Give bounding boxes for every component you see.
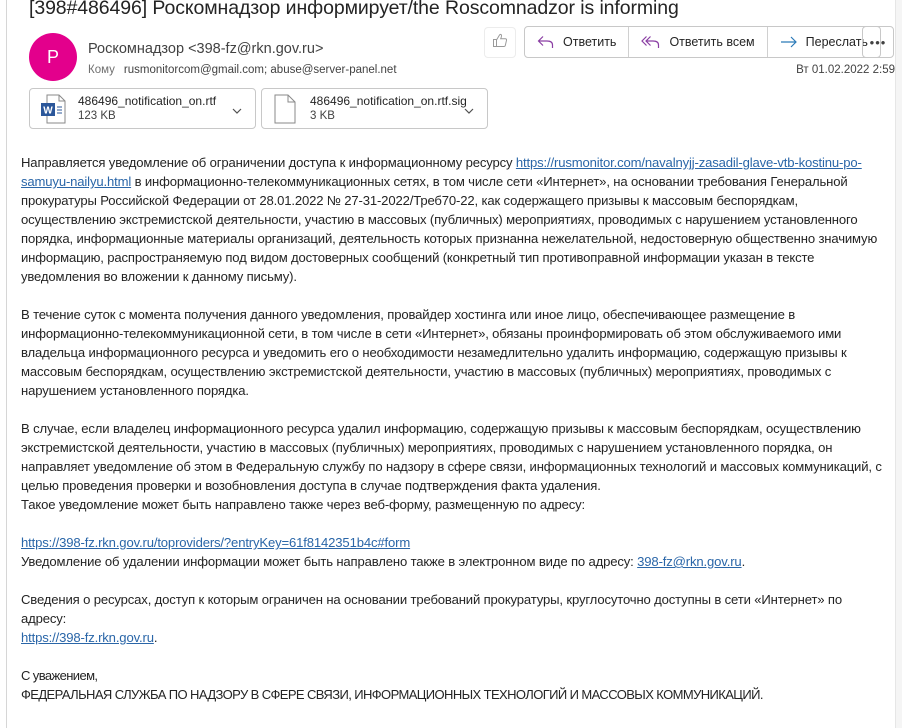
chevron-down-icon[interactable] [231, 102, 243, 120]
email-subject: [398#486496] Роскомнадзор информирует/the Roscomnadzor is informing [29, 0, 679, 19]
reply-all-arrow-icon [641, 35, 661, 49]
recipients[interactable]: rusmonitorcom@gmail.com; abuse@server-panel.net [123, 64, 397, 76]
attachment-card[interactable] [261, 88, 488, 129]
registry-link[interactable]: https://398-fz.rkn.gov.ru [21, 630, 154, 645]
more-icon: ••• [869, 34, 887, 50]
to-label: Кому [88, 64, 115, 76]
body-paragraph [21, 552, 889, 571]
blank-file-icon [270, 94, 300, 124]
body-paragraph: Такое уведомление может быть направлено также через веб-форму, размещенную по адресу: [21, 497, 585, 512]
avatar-letter: Р [46, 46, 59, 67]
body-text: . [153, 630, 158, 645]
body-paragraph [21, 153, 889, 286]
attachment-size: 123 KB [78, 109, 116, 122]
restricted-resource-link[interactable]: https://rusmonitor.com/navalnyjj-zasadil-glave-vtb-kostinu-po-samuyu-nailyu.html [21, 155, 862, 189]
reply-all-label: Ответить всем [669, 35, 755, 49]
reply-label: Ответить [563, 35, 617, 49]
message-body [21, 153, 889, 704]
attachment-name: 486496_notification_on.rtf [78, 93, 217, 108]
svg-text:W: W [43, 105, 53, 116]
sender-avatar[interactable] [29, 33, 77, 81]
received-date: Вт 01.02.2022 2:59 [796, 64, 895, 76]
reply-all-button[interactable] [629, 27, 767, 57]
forward-arrow-icon [780, 35, 798, 49]
chevron-down-icon[interactable] [463, 102, 475, 120]
word-document-icon [38, 94, 68, 124]
scrollbar-track[interactable] [895, 0, 902, 728]
forward-label: Переслать [805, 35, 868, 49]
web-form-link[interactable]: https://398-fz.rkn.gov.ru/toproviders/?entryKey=61f8142351b4c#form [21, 535, 411, 550]
body-text: Направляется уведомление об ограничении доступа к информационному ресурсу [21, 155, 516, 170]
sender-name[interactable]: Роскомнадзор <398-fz@rkn.gov.ru> [88, 41, 324, 57]
email-link[interactable]: 398-fz@rkn.gov.ru [637, 554, 742, 569]
reply-button[interactable] [525, 27, 629, 57]
body-text: в информационно-телекоммуникационных сетях, в том числе сети «Интернет», на основании требования Генеральной прокуратуры Российской Федерации от 28.01.2022 № 27-31-2022/Треб70-22, как содержащего призывы к массовым беспорядкам, осуществлению экстремистской деятельности, участию в массовых (публичных) мероприятиях, проводимых с нарушением установленного порядка, информационные материалы организаций, деятельность которых признанна нежелательной, недостоверную общественно значимую информацию, распространяемую под видом достоверных сообщений (конкретный тип противоправной информации указан в тексте уведомления во вложении к данному письму). [21, 174, 878, 284]
reading-pane-left-border [6, 0, 7, 728]
attachment-name: 486496_notification_on.rtf.sig [310, 93, 467, 108]
body-text: . [741, 554, 746, 569]
attachment-card[interactable] [29, 88, 256, 129]
thumbs-up-icon [492, 33, 508, 53]
more-actions-button[interactable] [862, 26, 894, 58]
body-text: Уведомление об удалении информации может быть направлено также в электронном виде по адресу: [21, 554, 638, 569]
signature: ФЕДЕРАЛЬНАЯ СЛУЖБА ПО НАДЗОРУ В СФЕРЕ СВЯЗИ, ИНФОРМАЦИОННЫХ ТЕХНОЛОГИЙ И МАССОВЫХ КОММУНИКАЦИЙ. [21, 687, 763, 702]
body-paragraph [21, 533, 889, 552]
message-actions [524, 26, 881, 58]
reply-arrow-icon [537, 35, 555, 49]
closing: С уважением, [21, 668, 98, 683]
body-paragraph: Сведения о ресурсах, доступ к которым ограничен на основании требований прокуратуры, круглосуточно доступны в сети «Интернет» по адресу: [21, 592, 842, 626]
recipients-line [88, 64, 397, 76]
like-button[interactable] [484, 27, 516, 58]
body-paragraph: В течение суток с момента получения данного уведомления, провайдер хостинга или иное лицо, обеспечивающее размещение в информационно-телекоммуникационной сети, в том числе в сети «Интернет», обязаны проинформировать об этом обслуживаемого ими владельца информационного ресурса и уведомить его о необходимости незамедлительно удалить информацию, содержащую призывы к массовым беспорядкам, осуществлению экстремистской деятельности, участию в массовых (публичных) мероприятиях, проводимых с нарушением установленного порядка. [21, 307, 847, 398]
body-paragraph: В случае, если владелец информационного ресурса удалил информацию, содержащую призывы к массовым беспорядкам, осуществлению экстремистской деятельности, участию в массовых (публичных) мероприятиях, проводимых с нарушением установленного порядка, он направляет уведомление об этом в Федеральную службу по надзору в сфере связи, информационных технологий и массовых коммуникаций, с целью проведения проверки и возобновления доступа в случае подтверждения факта удаления. [21, 421, 882, 493]
body-paragraph [21, 628, 889, 647]
attachment-size: 3 KB [310, 109, 335, 122]
